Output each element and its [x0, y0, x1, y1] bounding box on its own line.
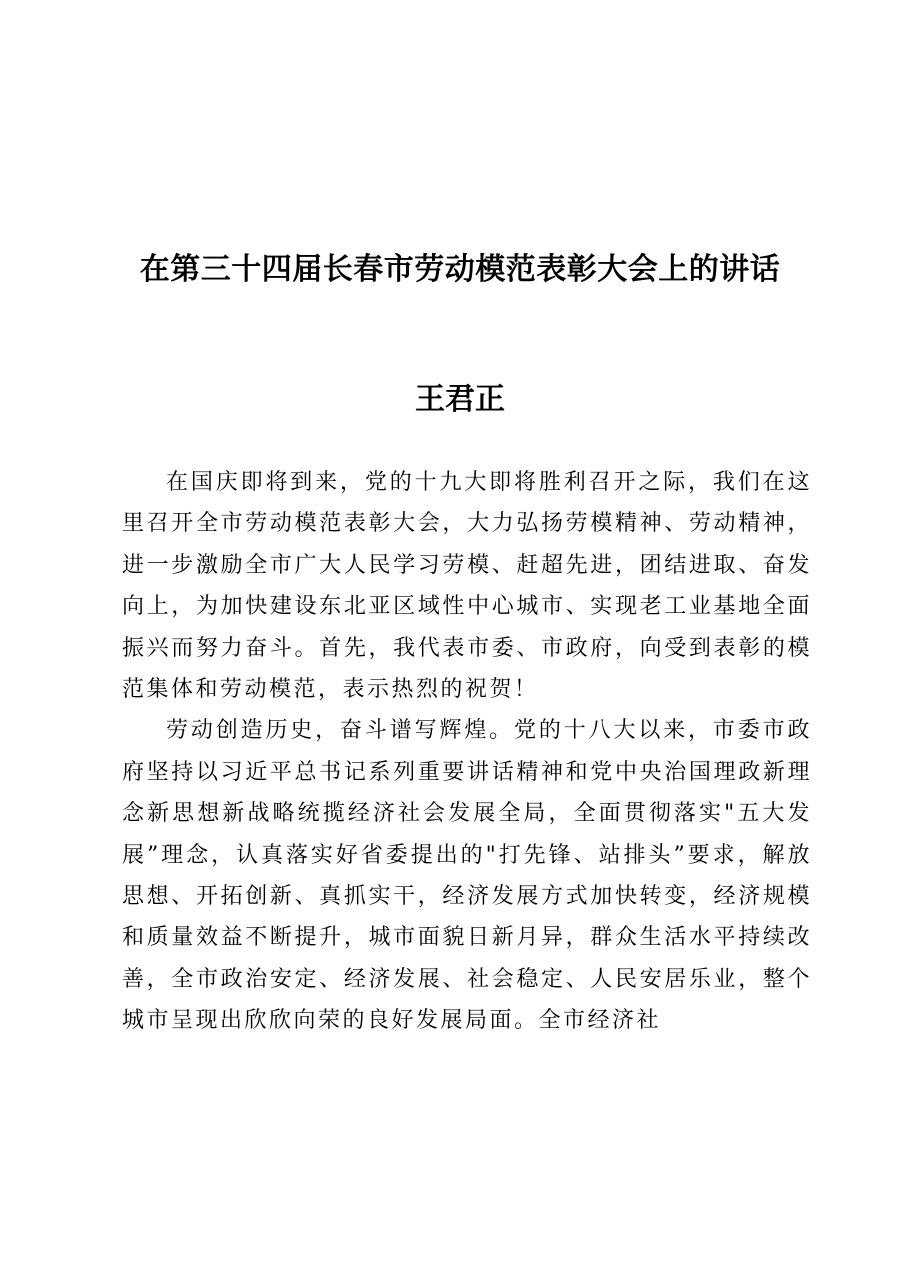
document-title: 在第三十四届长春市劳动模范表彰大会上的讲话 [139, 252, 781, 287]
document-author: 王君正 [415, 382, 505, 417]
document-body [122, 462, 812, 1042]
body-paragraph-2: 劳动创造历史，奋斗谱写辉煌。党的十八大以来，市委市政府坚持以习近平总书记系列重要讲话精神和党中央治国理政新理念新思想新战略统揽经济社会发展全局，全面贯彻落实"五大发展”理念，认真落实好省委提出的"打先锋、站排头”要求，解放思想、开拓创新、真抓实干，经济发展方式加快转变，经济规模和质量效益不断提升，城市面貌日新月异，群众生活水平持续改善，全市政治安定、经济发展、社会稳定、人民安居乐业，整个城市呈现出欣欣向荣的良好发展局面。全市经济社 [122, 718, 812, 1034]
body-paragraph-1: 在国庆即将到来，党的十九大即将胜利召开之际，我们在这里召开全市劳动模范表彰大会，大力弘扬劳模精神、劳动精神，进一步激励全市广大人民学习劳模、赶超先进，团结进取、奋发向上，为加快建设东北亚区域性中心城市、实现老工业基地全面振兴而努力奋斗。首先，我代表市委、市政府，向受到表彰的模范集体和劳动模范，表示热烈的祝贺！ [122, 470, 812, 703]
